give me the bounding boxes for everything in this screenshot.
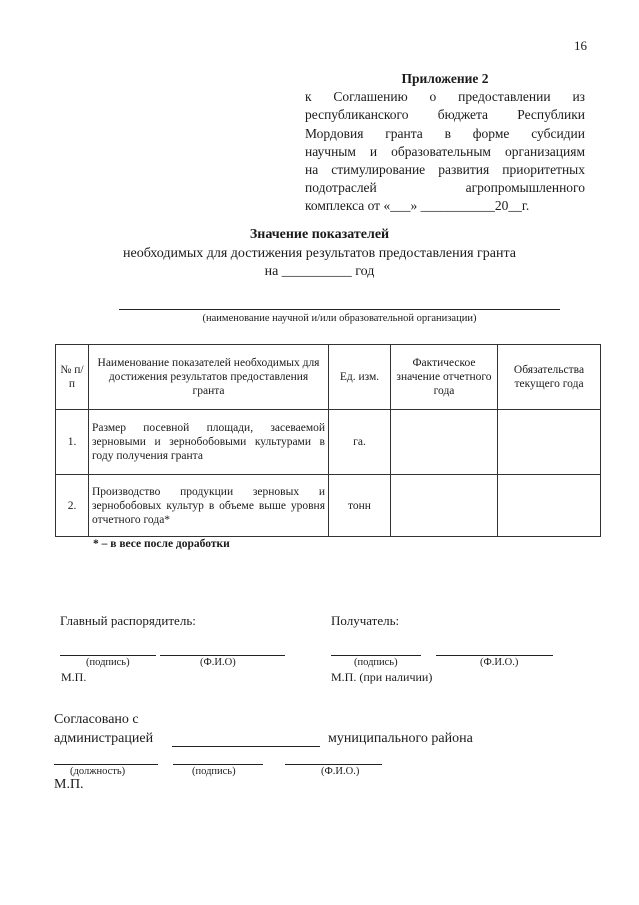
heading-subtitle: необходимых для достижения результатов предоставления гранта bbox=[123, 245, 516, 261]
appendix-line: к Соглашению о предоставлении из bbox=[305, 89, 585, 105]
agreement-sign-line[interactable] bbox=[173, 764, 263, 765]
header-unit: Ед. изм. bbox=[329, 345, 391, 410]
right-fio-line[interactable] bbox=[436, 655, 553, 656]
right-fio-caption: (Ф.И.О.) bbox=[480, 657, 519, 668]
appendix-title: Приложение 2 bbox=[401, 71, 489, 86]
right-sign-caption: (подпись) bbox=[354, 657, 398, 668]
left-sign-caption: (подпись) bbox=[86, 657, 130, 668]
footnote: * – в весе после доработки bbox=[93, 538, 230, 550]
row-unit: га. bbox=[329, 410, 391, 475]
row-num: 1. bbox=[56, 410, 89, 475]
administration-name-line[interactable] bbox=[172, 746, 320, 747]
row-commitment[interactable] bbox=[498, 475, 601, 537]
left-fio-line[interactable] bbox=[160, 655, 285, 656]
header-commitment: Обязательства текущего года bbox=[498, 345, 601, 410]
appendix-line: на стимулирование развития приоритетных bbox=[305, 162, 585, 178]
org-name-line bbox=[119, 309, 560, 310]
appendix-last-line: комплекса от «___» ___________20__г. bbox=[305, 198, 530, 214]
agreement-mp: М.П. bbox=[54, 777, 84, 792]
appendix-block bbox=[305, 70, 585, 216]
position-line[interactable] bbox=[54, 764, 158, 765]
agreement-sign-caption: (подпись) bbox=[192, 766, 236, 777]
agreement-line2-prefix: администрацией bbox=[54, 731, 154, 746]
header-name: Наименование показателей необходимых для достижения результатов предоставления гранта bbox=[89, 345, 329, 410]
agreement-line2-suffix: муниципального района bbox=[328, 731, 473, 746]
appendix-line: республиканского бюджета Республики bbox=[305, 107, 585, 123]
header-actual: Фактическое значение отчетного года bbox=[391, 345, 498, 410]
appendix-line: научным и образовательным организациям bbox=[305, 143, 585, 159]
row-name: Размер посевной площади, засеваемой зерновыми и зернобобовыми культурами в году получения гранта bbox=[89, 410, 329, 475]
appendix-line: подотраслей агропромышленного bbox=[305, 180, 585, 196]
table-row bbox=[56, 410, 601, 475]
left-mp: М.П. bbox=[61, 670, 87, 684]
row-unit: тонн bbox=[329, 475, 391, 537]
agreement-line1: Согласовано с bbox=[54, 712, 139, 727]
agreement-fio-caption: (Ф.И.О.) bbox=[321, 766, 360, 777]
org-name-caption: (наименование научной и/или образовательной организации) bbox=[202, 313, 477, 324]
table-row bbox=[56, 475, 601, 537]
header-num: № п/п bbox=[56, 345, 89, 410]
indicators-table bbox=[55, 344, 601, 537]
table-header-row bbox=[56, 345, 601, 410]
right-sign-line[interactable] bbox=[331, 655, 421, 656]
row-num: 2. bbox=[56, 475, 89, 537]
heading-title: Значение показателей bbox=[249, 227, 390, 242]
appendix-line: Мордовия гранта в форме субсидии bbox=[305, 125, 585, 141]
position-caption: (должность) bbox=[70, 766, 126, 777]
heading-block bbox=[0, 226, 639, 282]
left-signatory-title: Главный распорядитель: bbox=[60, 613, 196, 628]
row-actual[interactable] bbox=[391, 475, 498, 537]
page-number: 16 bbox=[574, 38, 587, 53]
left-fio-caption: (Ф.И.О) bbox=[200, 657, 236, 668]
row-actual[interactable] bbox=[391, 410, 498, 475]
agreement-fio-line[interactable] bbox=[285, 764, 382, 765]
left-sign-line[interactable] bbox=[60, 655, 156, 656]
right-mp: М.П. (при наличии) bbox=[331, 670, 433, 684]
row-name: Производство продукции зерновых и зернобобовых культур в объеме выше уровня отчетного года* bbox=[89, 475, 329, 537]
heading-year-line: на __________ год bbox=[264, 264, 375, 279]
row-commitment[interactable] bbox=[498, 410, 601, 475]
right-signatory-title: Получатель: bbox=[331, 613, 400, 628]
